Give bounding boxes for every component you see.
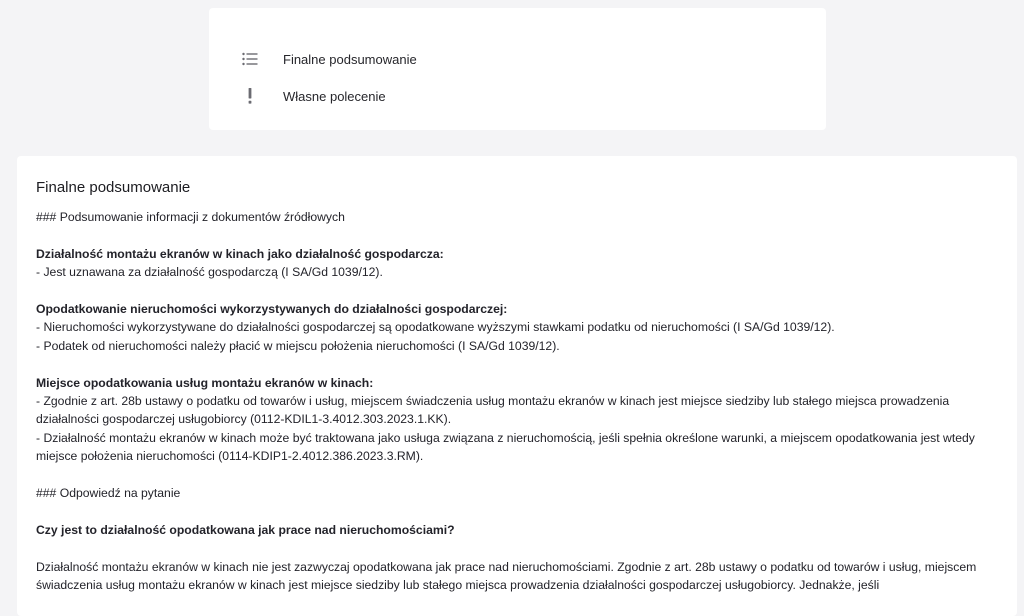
- summary-title: Finalne podsumowanie: [36, 179, 191, 196]
- menu-item-label: Finalne podsumowanie: [283, 51, 417, 67]
- exclamation-icon: [239, 85, 261, 107]
- list-icon: [239, 48, 261, 70]
- menu-item-custom-prompt[interactable]: [209, 79, 826, 113]
- summary-content: [36, 176, 981, 594]
- menu-item-final-summary[interactable]: [209, 42, 826, 76]
- section-line: - Podatek od nieruchomości należy płacić w miejscu położenia nieruchomości (I SA/Gd 1039/12).: [36, 338, 560, 353]
- section-line: - Jest uznawana za działalność gospodarczą (I SA/Gd 1039/12).: [36, 265, 383, 280]
- summary-panel: [17, 156, 1017, 616]
- menu-item-label: Własne polecenie: [283, 88, 386, 104]
- section-title-place-of-taxation: Miejsce opodatkowania usług montażu ekranów w kinach:: [36, 375, 374, 390]
- section-title-business-activity: Działalność montażu ekranów w kinach jako działalność gospodarcza:: [36, 246, 444, 261]
- section-line: - Nieruchomości wykorzystywane do działalności gospodarczej są opodatkowane wyższymi stawkami podatku od nieruchomości (I SA/Gd 1039/12).: [36, 320, 835, 335]
- summary-heading-sources: ### Podsumowanie informacji z dokumentów źródłowych: [36, 210, 345, 224]
- prompt-menu: [209, 8, 826, 130]
- section-line: - Działalność montażu ekranów w kinach może być traktowana jako usługa związana z nieruchomością, jeśli spełnia określone warunki, a miejscem opodatkowania jest wtedy miejsce położenia nieruchomości (0114-KDIP1-2.4012.386.2023.3.RM).: [36, 430, 975, 464]
- section-title-property-tax: Opodatkowanie nieruchomości wykorzystywanych do działalności gospodarczej:: [36, 302, 508, 316]
- answer-text: Działalność montażu ekranów w kinach nie jest zazwyczaj opodatkowana jak prace nad nieruchomościami. Zgodnie z art. 28b ustawy o podatku od towarów i usług, miejscem świadczenia usług montażu ekranów w kinach jest miejsce siedziby lub stałego miejsca prowadzenia działalności gospodarczej usługobiorcy. Jednakże, jeśli: [36, 559, 977, 593]
- section-line: - Zgodnie z art. 28b ustawy o podatku od towarów i usług, miejscem świadczenia usług montażu ekranów w kinach jest miejsce siedziby lub stałego miejsca prowadzenia działalności gospodarczej usługobiorcy (0112-KDIL1-3.4012.303.2023.1.KK).: [36, 394, 950, 427]
- question-text: Czy jest to działalność opodatkowana jak prace nad nieruchomościami?: [36, 522, 455, 537]
- summary-heading-answer: ### Odpowiedź na pytanie: [36, 486, 181, 501]
